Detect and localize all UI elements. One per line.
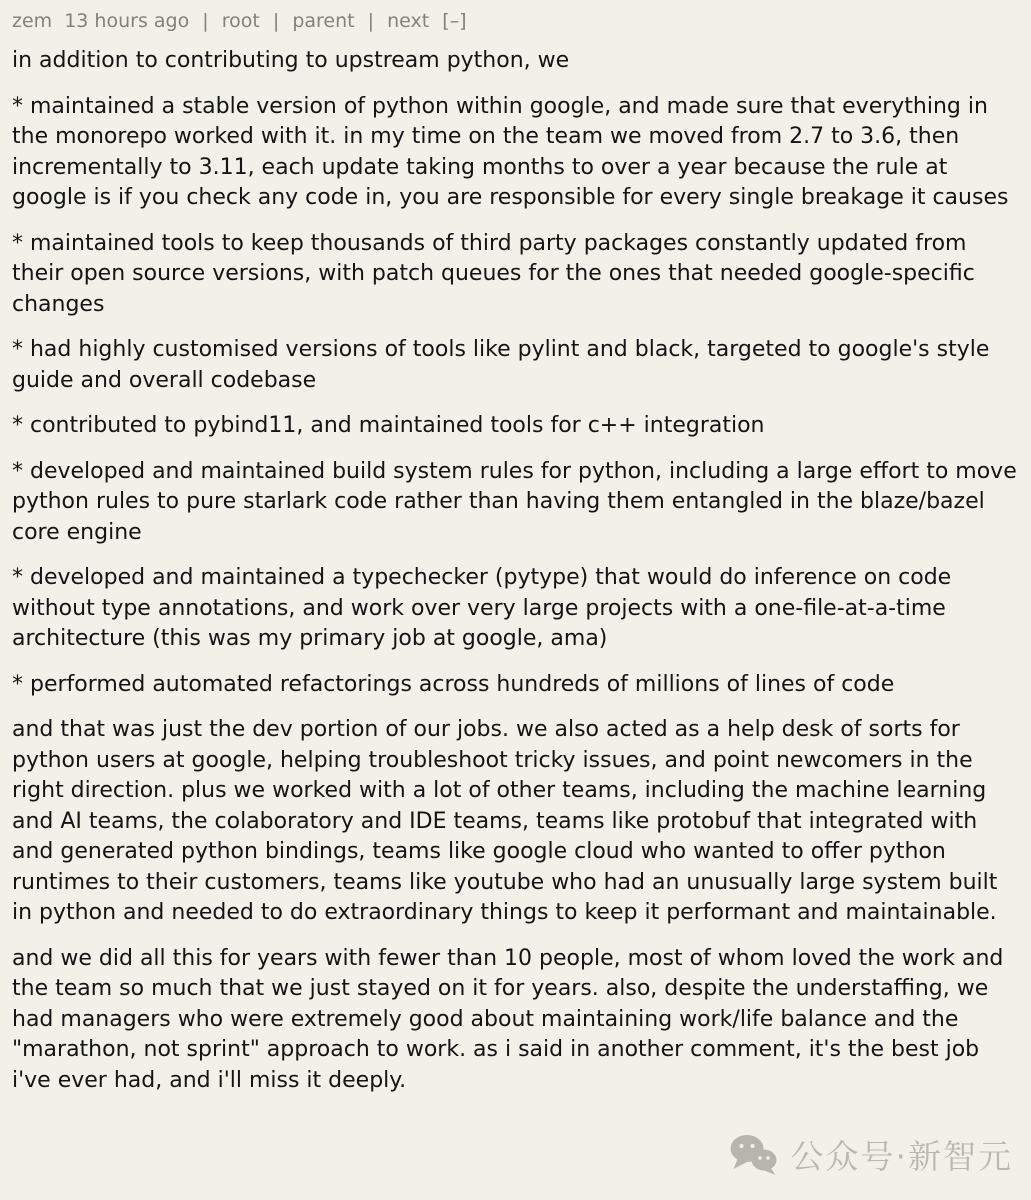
- comment-paragraph: * maintained tools to keep thousands of third party packages constantly updated from their open source versions, with patch queues for the ones that needed google-specific changes: [12, 230, 975, 317]
- comment-paragraph: in addition to contributing to upstream python, we: [12, 48, 570, 73]
- wechat-icon: [729, 1133, 779, 1177]
- comment-paragraph: * developed and maintained a typechecker (pytype) that would do inference on code without type annotations, and work over very large projects with a one-file-at-a-time architecture (this was my primary job at google, ama): [12, 565, 952, 651]
- comment-body: [12, 46, 1019, 1096]
- header-separator: |: [202, 10, 209, 32]
- watermark: [729, 1131, 1014, 1178]
- comment-paragraph: and we did all this for years with fewer than 10 people, most of whom loved the work and the team so much that we just stayed on it for years. also, despite the understaffing, we had managers who were extremely good about maintaining work/life balance and the "marathon, not sprint" approach to work. as i said in another comment, it's the best job i've ever had, and i'll miss it deeply.: [12, 945, 1004, 1093]
- comment-paragraph: * had highly customised versions of tools like pylint and black, targeted to google's style guide and overall codebase: [12, 337, 990, 393]
- comment-paragraph: * developed and maintained build system rules for python, including a large effort to move python rules to pure starlark code rather than having them entangled in the blaze/bazel core engine: [12, 458, 1017, 545]
- comment-paragraph: * performed automated refactorings across hundreds of millions of lines of code: [12, 671, 895, 697]
- parent-link[interactable]: parent: [292, 10, 355, 32]
- root-link[interactable]: root: [221, 10, 260, 32]
- comment-age-link[interactable]: 13 hours ago: [64, 10, 190, 32]
- next-link[interactable]: next: [387, 10, 430, 32]
- watermark-text: 公众号·新智元: [790, 1137, 1013, 1176]
- comment-paragraph: and that was just the dev portion of our jobs. we also acted as a help desk of sorts for python users at google, helping troubleshoot tricky issues, and point newcomers in the right direction. plus we worked with a lot of other teams, including the machine learning and AI teams, the colaboratory and IDE teams, teams like protobuf that integrated with and generated python bindings, teams like google cloud who wanted to offer python runtimes to their customers, teams like youtube who had an unusually large system built in python and needed to do extraordinary things to keep it performant and maintainable.: [12, 717, 998, 925]
- header-separator: |: [272, 10, 280, 32]
- collapse-toggle[interactable]: [–]: [442, 10, 467, 32]
- header-separator: |: [367, 10, 375, 32]
- comment-author-link[interactable]: zem: [12, 10, 53, 32]
- comment-header: [12, 8, 1019, 34]
- comment-paragraph: * maintained a stable version of python within google, and made sure that everything in the monorepo worked with it. in my time on the team we moved from 2.7 to 3.6, then incrementally to 3.11, each update taking months to over a year because the rule at google is if you check any code in, you are responsible for every single breakage it causes: [12, 93, 1009, 210]
- comment-paragraph: * contributed to pybind11, and maintained tools for c++ integration: [12, 413, 765, 438]
